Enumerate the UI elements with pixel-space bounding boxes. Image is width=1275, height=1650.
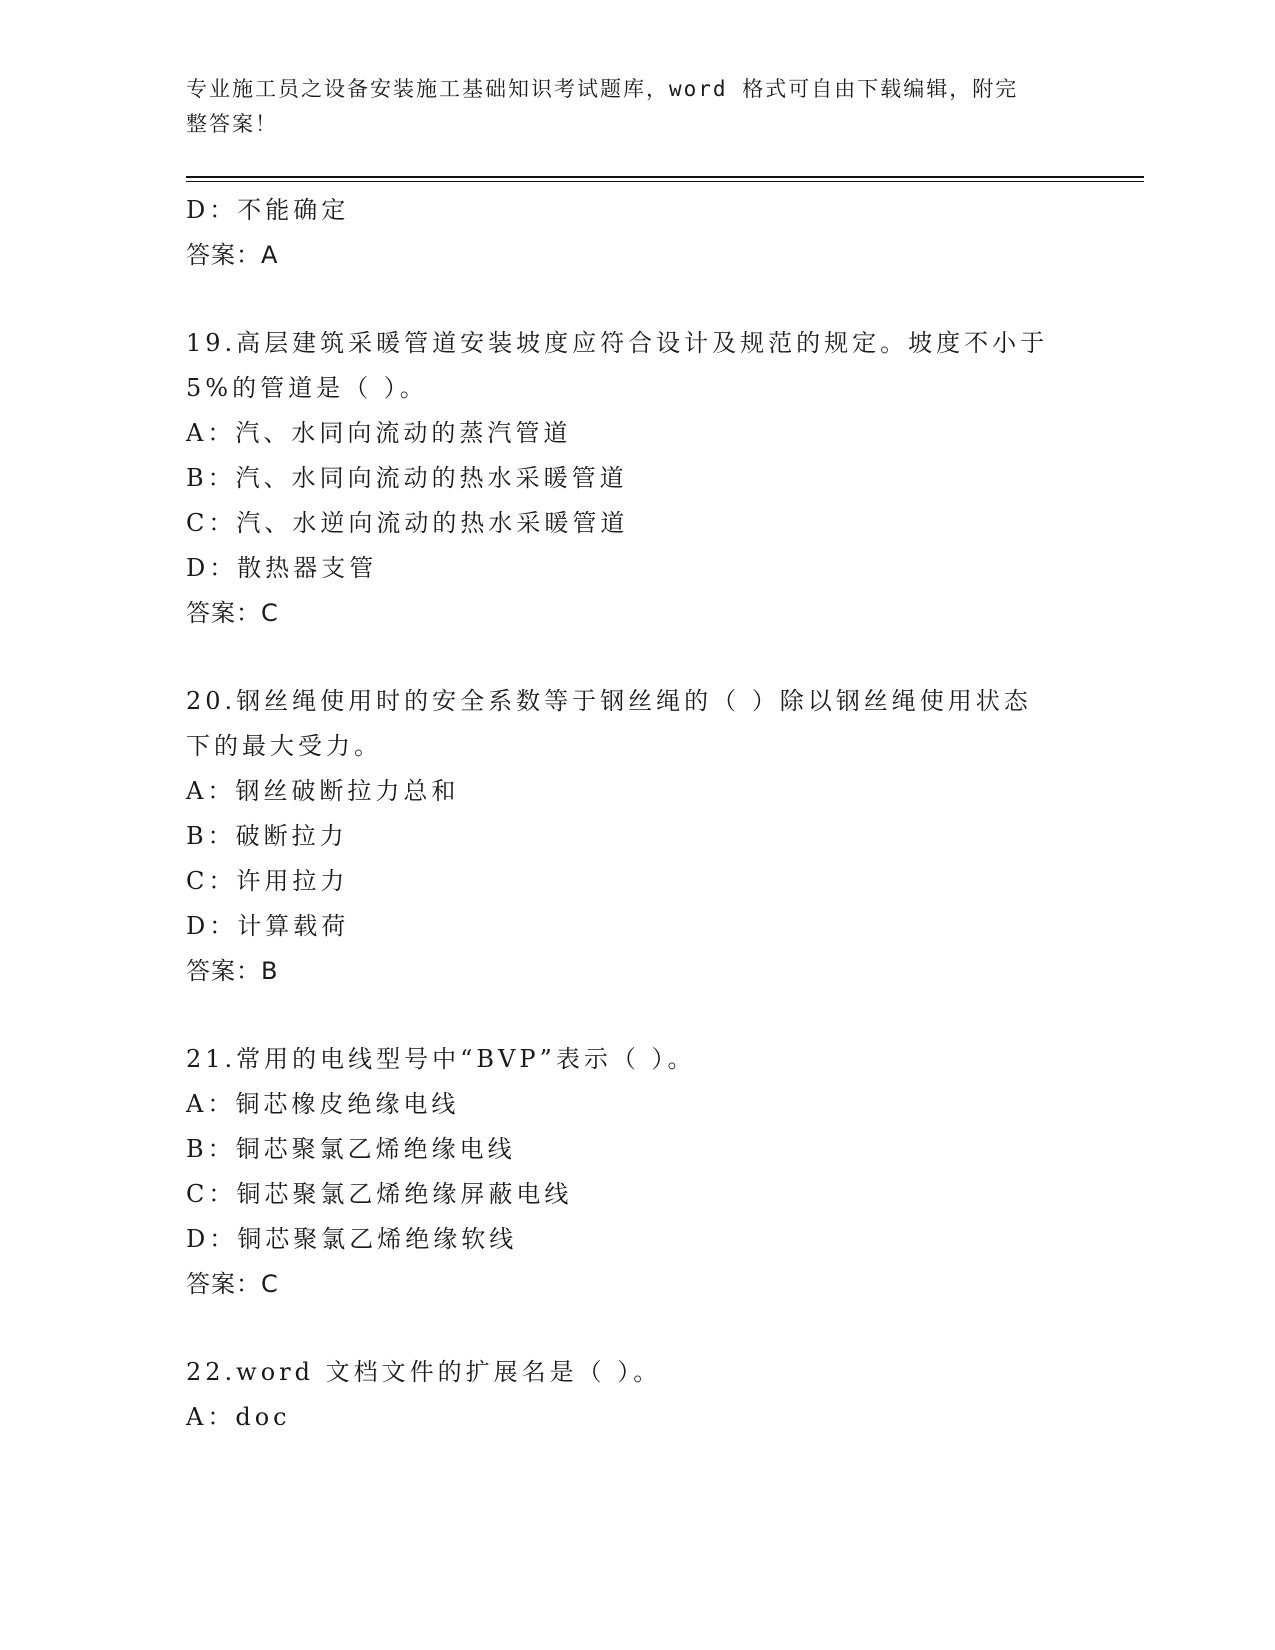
option-a: A：doc xyxy=(186,1403,291,1431)
answer-line: 答案：C xyxy=(186,599,279,627)
question-text: 19.高层建筑采暖管道安装坡度应符合设计及规范的规定。坡度不小于 xyxy=(186,329,1049,357)
question-text: 21.常用的电线型号中“BVP”表示（ ）。 xyxy=(186,1045,696,1073)
header-divider-thick xyxy=(186,176,1144,178)
question-block xyxy=(186,679,1086,994)
option-b: B：汽、水同向流动的热水采暖管道 xyxy=(186,464,628,492)
question-block xyxy=(186,188,1086,278)
question-block xyxy=(186,1037,1086,1307)
question-text: 22.word 文档文件的扩展名是（ ）。 xyxy=(186,1358,662,1386)
header-line-2: 整答案！ xyxy=(186,112,278,136)
option-d: D：计算载荷 xyxy=(186,912,350,940)
option-b: B：铜芯聚氯乙烯绝缘电线 xyxy=(186,1135,516,1163)
answer-line: 答案：B xyxy=(186,957,279,985)
answer-line: 答案：A xyxy=(186,241,279,269)
option-d: D：铜芯聚氯乙烯绝缘软线 xyxy=(186,1225,518,1253)
option-a: A：钢丝破断拉力总和 xyxy=(186,777,460,805)
question-list xyxy=(186,188,1086,1440)
option-a: A：汽、水同向流动的蒸汽管道 xyxy=(186,419,572,447)
header-line-1: 专业施工员之设备安装施工基础知识考试题库，word 格式可自由下载编辑，附完 xyxy=(186,77,1019,101)
question-text: 下的最大受力。 xyxy=(186,732,382,760)
option-d: D：不能确定 xyxy=(186,196,350,224)
header-divider-thin xyxy=(186,181,1144,182)
option-c: C：许用拉力 xyxy=(186,867,349,895)
document-header xyxy=(186,72,1066,142)
question-block xyxy=(186,1350,1086,1440)
option-c: C：汽、水逆向流动的热水采暖管道 xyxy=(186,509,629,537)
question-text: 5%的管道是（ ）。 xyxy=(186,374,428,402)
question-text: 20.钢丝绳使用时的安全系数等于钢丝绳的（ ）除以钢丝绳使用状态 xyxy=(186,687,1032,715)
option-a: A：铜芯橡皮绝缘电线 xyxy=(186,1090,460,1118)
question-block xyxy=(186,321,1086,636)
option-d: D：散热器支管 xyxy=(186,554,378,582)
option-b: B：破断拉力 xyxy=(186,822,348,850)
answer-line: 答案：C xyxy=(186,1270,279,1298)
option-c: C：铜芯聚氯乙烯绝缘屏蔽电线 xyxy=(186,1180,573,1208)
